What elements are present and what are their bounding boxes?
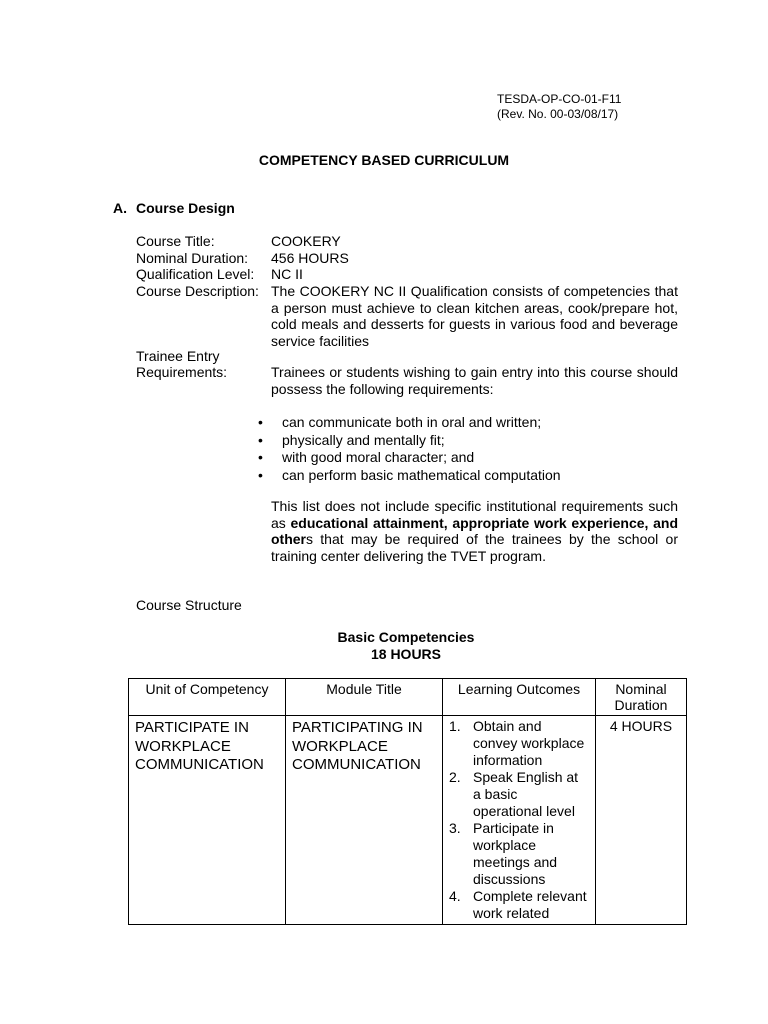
competency-table (128, 678, 687, 925)
list-item: • physically and mentally fit; (258, 431, 445, 448)
description-value: The COOKERY NC II Qualification consists of competencies that a person must achieve to clean kitchen areas, cook/prepare hot, cold meals and desserts for guests in various food and beverage service facilities (271, 283, 678, 349)
list-item: 2. Speak English at a basic operational level (449, 769, 579, 819)
table-header-row (129, 679, 687, 716)
form-code: TESDA-OP-CO-01-F11 (497, 92, 622, 106)
description-label: Course Description: (136, 283, 259, 299)
entry-label-line2: Requirements: (136, 364, 228, 380)
list-item: 1. Obtain and convey workplace information (449, 718, 585, 768)
revision-number: (Rev. No. 00-03/08/17) (497, 107, 619, 121)
duration-value: 456 HOURS (271, 250, 349, 266)
section-name: Course Design (136, 200, 235, 216)
learning-outcomes-cell (443, 716, 596, 925)
bullet-icon: • (258, 466, 263, 483)
requirements-list (258, 414, 561, 484)
list-item: 3. Participate in workplace meetings and discussions (449, 820, 558, 887)
basic-competencies-hours: 18 HOURS (370, 645, 442, 662)
section-heading (113, 200, 235, 217)
list-item: • can perform basic mathematical computation (258, 466, 561, 483)
duration-label: Nominal Duration: (136, 250, 249, 266)
qualification-label: Qualification Level: (136, 266, 255, 282)
bullet-icon: • (258, 414, 263, 430)
nominal-duration-cell: 4 HOURS (596, 716, 687, 925)
bullet-icon: • (258, 449, 263, 465)
qualification-value: NC II (271, 266, 303, 282)
header-module-title: Module Title (286, 679, 443, 716)
list-item: 4. Complete relevant work related (449, 888, 587, 921)
bullet-icon: • (258, 431, 263, 448)
course-title-value: COOKERY (271, 233, 341, 249)
note-emphasis: educational attainment, appropriate work experience, and other (271, 514, 678, 547)
header-unit-of-competency: Unit of Competency (129, 679, 286, 716)
basic-competencies-heading (0, 629, 768, 662)
document-header (497, 92, 621, 122)
unit-of-competency-cell: PARTICIPATE IN WORKPLACE COMMUNICATION (129, 716, 286, 925)
entry-requirements-text: Trainees or students wishing to gain entry into this course should possess the following requirements: (271, 364, 678, 397)
institutional-note: This list does not include specific institutional requirements such as educational attainment, appropriate work experience, and others that may be required of the trainees by the school or training center delivering the TVET program. (271, 498, 678, 564)
basic-competencies-title: Basic Competencies (337, 629, 475, 645)
section-letter: A. (113, 200, 127, 216)
table-row (129, 716, 687, 925)
header-nominal-duration: Nominal Duration (596, 679, 687, 716)
header-learning-outcomes: Learning Outcomes (443, 679, 596, 716)
page-title: COMPETENCY BASED CURRICULUM (258, 152, 510, 168)
list-item: • can communicate both in oral and written; (258, 414, 542, 430)
learning-outcomes-list (447, 718, 589, 922)
module-title-cell: PARTICIPATING IN WORKPLACE COMMUNICATION (286, 716, 443, 925)
course-structure-label: Course Structure (136, 597, 242, 613)
list-item: • with good moral character; and (258, 449, 475, 465)
course-title-label: Course Title: (136, 233, 215, 249)
entry-label-line1: Trainee Entry (136, 348, 220, 364)
